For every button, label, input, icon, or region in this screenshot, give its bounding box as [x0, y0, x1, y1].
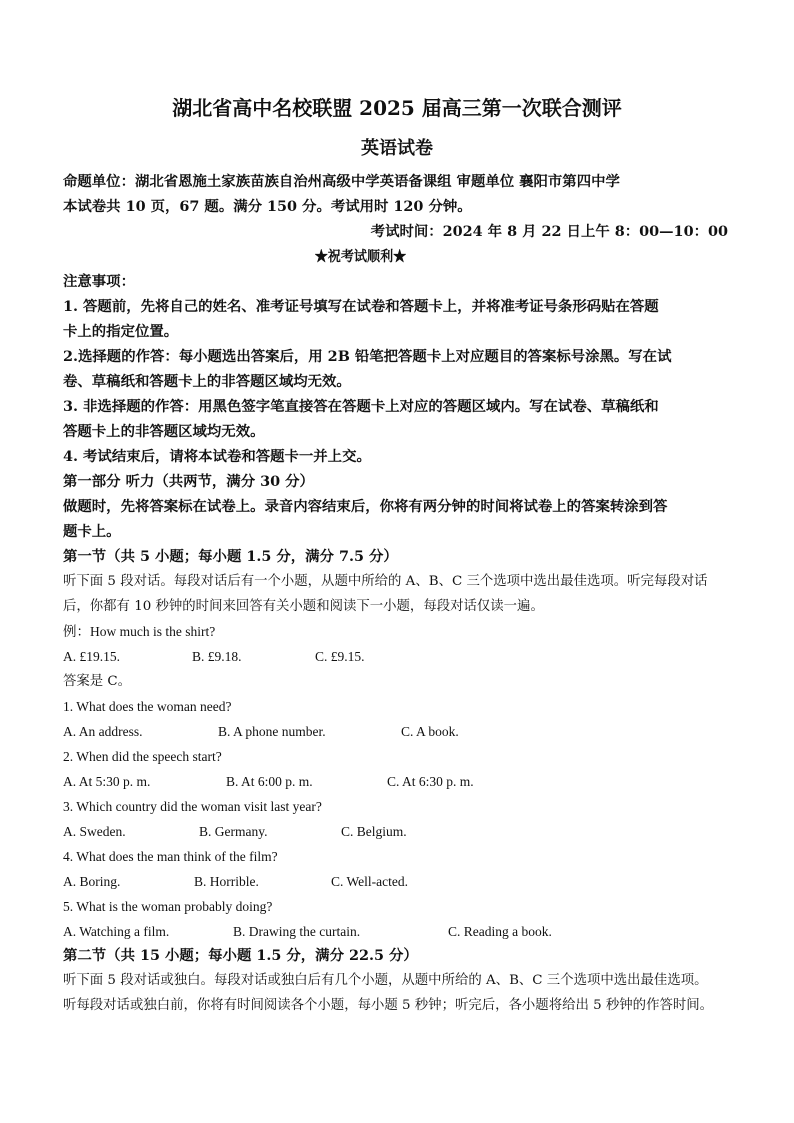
section1-heading: 第一节（共 5 小题；每小题 1.5 分，满分 7.5 分）	[63, 548, 398, 565]
question-2: 2. When did the speech start?	[63, 749, 222, 764]
good-luck-line: ★祝考试顺利★	[314, 248, 407, 265]
q5-option-c: C. Reading a book.	[448, 924, 552, 939]
question-4: 4. What does the man think of the film?	[63, 849, 278, 864]
example-question: 例：How much is the shirt?	[63, 624, 216, 639]
question-1: 1. What does the woman need?	[63, 699, 232, 714]
q4-option-c: C. Well-acted.	[331, 874, 409, 889]
section1-instruction: 后，你都有 10 秒钟的时间来回答有关小题和阅读下一小题，每段对话仅读一遍。	[63, 599, 544, 614]
q1-option-a: A. An address.	[63, 724, 143, 739]
notes-heading: 注意事项：	[63, 273, 135, 290]
q4-option-a: A. Boring.	[63, 874, 121, 889]
section2-heading: 第二节（共 15 小题；每小题 1.5 分，满分 22.5 分）	[63, 947, 418, 964]
note-line: 答题卡上的非答题区域均无效。	[63, 423, 265, 440]
example-option-b: B. £9.18.	[192, 649, 242, 664]
q3-option-c: C. Belgium.	[341, 824, 407, 839]
q5-option-b: B. Drawing the curtain.	[233, 924, 361, 939]
section2-instruction: 听下面 5 段对话或独白。每段对话或独白后有几个小题，从题中所给的 A、B、C 三个选项中选出最佳选项。	[63, 973, 708, 988]
section1-instruction: 听下面 5 段对话。每段对话后有一个小题，从题中所给的 A、B、C 三个选项中选出最佳选项。听完每段对话	[63, 574, 708, 589]
q3-option-b: B. Germany.	[199, 824, 268, 839]
exam-title: 湖北省高中名校联盟 2025 届高三第一次联合测评	[172, 96, 622, 120]
part1-instruction: 题卡上。	[63, 523, 121, 540]
q2-option-c: C. At 6:30 p. m.	[387, 774, 474, 789]
example-answer: 答案是 C。	[63, 674, 132, 689]
example-option-a: A. £19.15.	[63, 649, 120, 664]
q4-option-b: B. Horrible.	[194, 874, 259, 889]
q3-option-a: A. Sweden.	[63, 824, 126, 839]
exam-info: 本试卷共 10 页，67 题。满分 150 分。考试用时 120 分钟。	[63, 198, 472, 215]
q2-option-a: A. At 5:30 p. m.	[63, 774, 151, 789]
author-units: 命题单位：湖北省恩施土家族苗族自治州高级中学英语备课组 审题单位 襄阳市第四中学	[63, 173, 620, 190]
note-line: 4. 考试结束后，请将本试卷和答题卡一并上交。	[63, 448, 371, 465]
part1-heading: 第一部分 听力（共两节，满分 30 分）	[63, 473, 314, 490]
question-5: 5. What is the woman probably doing?	[63, 899, 273, 914]
exam-subtitle: 英语试卷	[361, 138, 433, 159]
note-line: 卷、草稿纸和答题卡上的非答题区域均无效。	[63, 373, 351, 390]
question-3: 3. Which country did the woman visit last year?	[63, 799, 322, 814]
exam-time: 考试时间：2024 年 8 月 22 日上午 8：00—10：00	[370, 223, 728, 240]
section2-instruction: 听每段对话或独白前，你将有时间阅读各个小题，每小题 5 秒钟；听完后，各小题将给出 5 秒钟的作答时间。	[63, 998, 714, 1013]
example-option-c: C. £9.15.	[315, 649, 365, 664]
q1-option-c: C. A book.	[401, 724, 459, 739]
note-line: 1. 答题前，先将自己的姓名、准考证号填写在试卷和答题卡上，并将准考证号条形码贴在答题	[63, 298, 659, 315]
note-line: 2.选择题的作答：每小题选出答案后，用 2B 铅笔把答题卡上对应题目的答案标号涂黑。写在试	[63, 348, 672, 365]
q1-option-b: B. A phone number.	[218, 724, 326, 739]
note-line: 卡上的指定位置。	[63, 323, 179, 340]
note-line: 3. 非选择题的作答：用黑色签字笔直接答在答题卡上对应的答题区域内。写在试卷、草稿纸和	[63, 398, 659, 415]
q2-option-b: B. At 6:00 p. m.	[226, 774, 313, 789]
part1-instruction: 做题时，先将答案标在试卷上。录音内容结束后，你将有两分钟的时间将试卷上的答案转涂到答	[63, 498, 668, 515]
q5-option-a: A. Watching a film.	[63, 924, 170, 939]
